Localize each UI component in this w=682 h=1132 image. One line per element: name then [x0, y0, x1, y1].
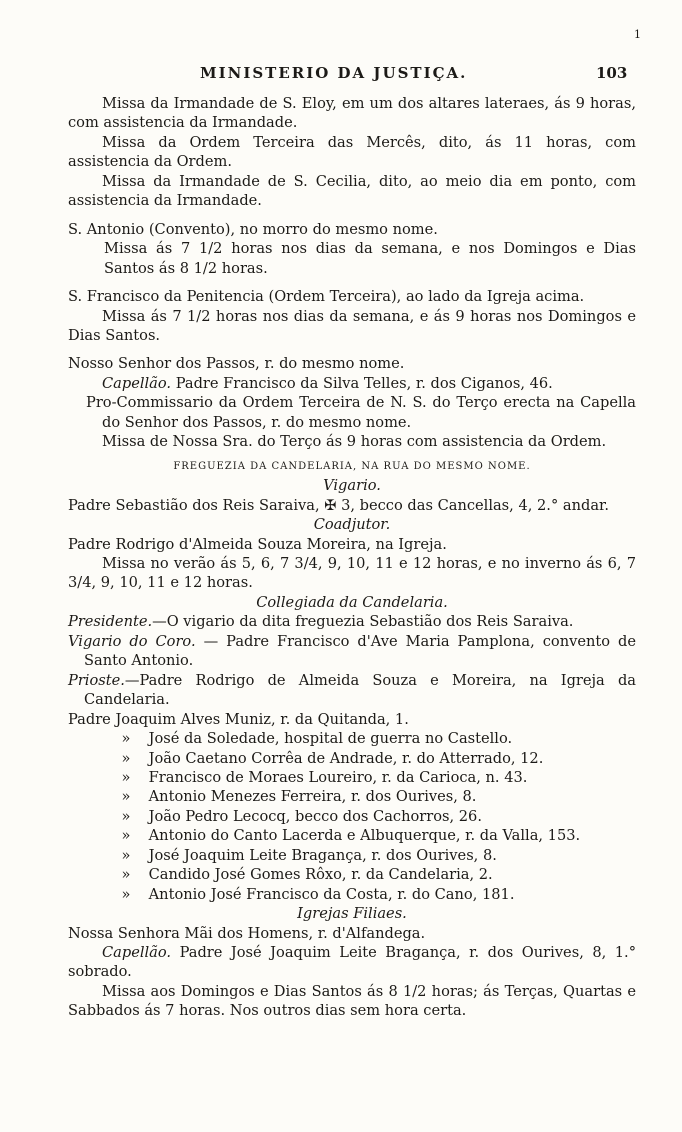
running-title: MINISTERIO DA JUSTIÇA. [200, 64, 468, 82]
role-label: Capellão. [102, 944, 172, 962]
ditto-mark: » [121, 846, 131, 864]
heading-text: Collegiada da Candelaria. [256, 593, 448, 611]
list-item [68, 865, 636, 884]
ditto-mark: » [121, 807, 131, 825]
ditto-mark: » [121, 730, 131, 748]
church-entry: Nosso Senhor dos Passos, r. do mesmo nome. [68, 355, 405, 373]
heading-text: Vigario. [323, 477, 381, 495]
coadjutor-entry: Padre Rodrigo d'Almeida Souza Moreira, na Igreja. [68, 535, 447, 553]
heading-collegiada [68, 593, 636, 612]
church-entry: Nossa Senhora Mãi dos Homens, r. d'Alfandega. [68, 924, 426, 942]
list-item [68, 885, 636, 904]
role-label: Prioste. [68, 671, 125, 689]
presidente-entry [68, 612, 636, 631]
paragraph: Missa da Ordem Terceira das Mercês, dito, ás 11 horas, com assistencia da Ordem. [68, 133, 636, 171]
page-body [68, 94, 636, 1021]
role-label: Presidente. [68, 613, 153, 631]
mass-schedule: Missa ás 7 1/2 horas nos dias da semana, e nos Domingos e Dias Santos ás 8 1/2 horas. [104, 240, 636, 277]
church-entry: S. Francisco da Penitencia (Ordem Terceira), ao lado da Igreja acima. [68, 288, 585, 306]
page-number: 103 [596, 64, 628, 82]
heading-text: Igrejas Filiaes. [297, 905, 407, 923]
chaplain-entry [68, 943, 636, 982]
list-item-text: Francisco de Moraes Loureiro, r. da Carioca, n. 43. [148, 768, 528, 786]
list-item [68, 787, 636, 806]
role-text: — Padre Francisco d'Ave Maria Pamplona, convento de Santo Antonio. [84, 632, 636, 670]
mass-schedule: Missa aos Domingos e Dias Santos ás 8 1/2 horas; ás Terças, Quartas e Sabbados ás 7 horas. Nos outros dias sem hora certa. [68, 982, 636, 1020]
list-item-text: José Joaquim Leite Bragança, r. dos Ourives, 8. [148, 846, 497, 864]
vicar-entry: Padre Sebastião dos Reis Saraiva, ✠ 3, becco das Cancellas, 4, 2.° andar. [68, 496, 610, 514]
list-item [68, 807, 636, 826]
chaplain-entry [68, 374, 636, 393]
corner-mark: 1 [634, 28, 641, 41]
church-entry: S. Antonio (Convento), no morro do mesmo nome. [68, 220, 438, 238]
padre-entry: Padre Joaquim Alves Muniz, r. da Quitanda, 1. [68, 710, 409, 728]
heading-text: Coadjutor. [313, 516, 391, 534]
ditto-mark: » [121, 885, 131, 903]
chaplain-text: Padre José Joaquim Leite Bragança, r. dos Ourives, 8, 1.° sobrado. [68, 944, 636, 981]
list-item [68, 749, 636, 768]
list-item [68, 826, 636, 845]
ditto-mark: » [121, 768, 131, 786]
mass-schedule: Missa ás 7 1/2 horas nos dias da semana, e ás 9 horas nos Domingos e Dias Santos. [68, 307, 636, 344]
commissioner-entry: Pro-Commissario da Ordem Terceira de N. S. do Terço erecta na Capella do Senhor dos Passos, r. do mesmo nome. [86, 394, 636, 431]
vigario-coro-entry [68, 632, 636, 671]
ditto-mark: » [121, 866, 131, 884]
mass-schedule: Missa no verão ás 5, 6, 7 3/4, 9, 10, 11 e 12 horas, e no inverno ás 6, 7 3/4, 9, 10, 11 e 12 horas. [68, 554, 636, 592]
role-text: —O vigario da dita freguezia Sebastião dos Reis Saraiva. [152, 613, 574, 631]
list-item [68, 846, 636, 865]
ditto-mark: » [121, 827, 131, 845]
list-item-text: Antonio Menezes Ferreira, r. dos Ourives, 8. [148, 788, 477, 806]
list-item-text: Antonio José Francisco da Costa, r. do Cano, 181. [148, 885, 515, 903]
heading-vigario [68, 476, 636, 495]
list-item-text: João Caetano Corrêa de Andrade, r. do Atterrado, 12. [148, 749, 544, 767]
list-item-text: José da Soledade, hospital de guerra no Castello. [148, 730, 513, 748]
padres-list [68, 729, 636, 904]
page-header [0, 64, 682, 86]
list-item-text: Antonio do Canto Lacerda e Albuquerque, r. da Valla, 153. [148, 827, 581, 845]
mass-schedule: Missa de Nossa Sra. do Terço ás 9 horas com assistencia da Ordem. [102, 433, 607, 451]
paragraph: Missa da Irmandade de S. Cecilia, dito, ao meio dia em ponto, com assistencia da Irmandade. [68, 172, 636, 210]
heading-coadjutor [68, 515, 636, 534]
list-item [68, 729, 636, 748]
role-text: —Padre Rodrigo de Almeida Souza e Moreira, na Igreja da Candelaria. [84, 671, 636, 709]
prioste-entry [68, 671, 636, 710]
list-item [68, 768, 636, 787]
heading-igrejas [68, 904, 636, 923]
list-item-text: João Pedro Lecocq, becco dos Cachorros, 26. [148, 807, 482, 825]
role-label: Vigario do Coro. [68, 632, 196, 650]
ditto-mark: » [121, 749, 131, 767]
section-title: FREGUEZIA DA CANDELARIA, NA RUA DO MESMO NOME. [173, 460, 531, 472]
list-item-text: Candido José Gomes Rôxo, r. da Candelaria, 2. [148, 866, 493, 884]
role-label: Capellão. [102, 374, 172, 392]
paragraph: Missa da Irmandade de S. Eloy, em um dos altares lateraes, ás 9 horas, com assistencia da Irmandade. [68, 95, 636, 132]
ditto-mark: » [121, 788, 131, 806]
chaplain-text: Padre Francisco da Silva Telles, r. dos Ciganos, 46. [175, 374, 553, 392]
